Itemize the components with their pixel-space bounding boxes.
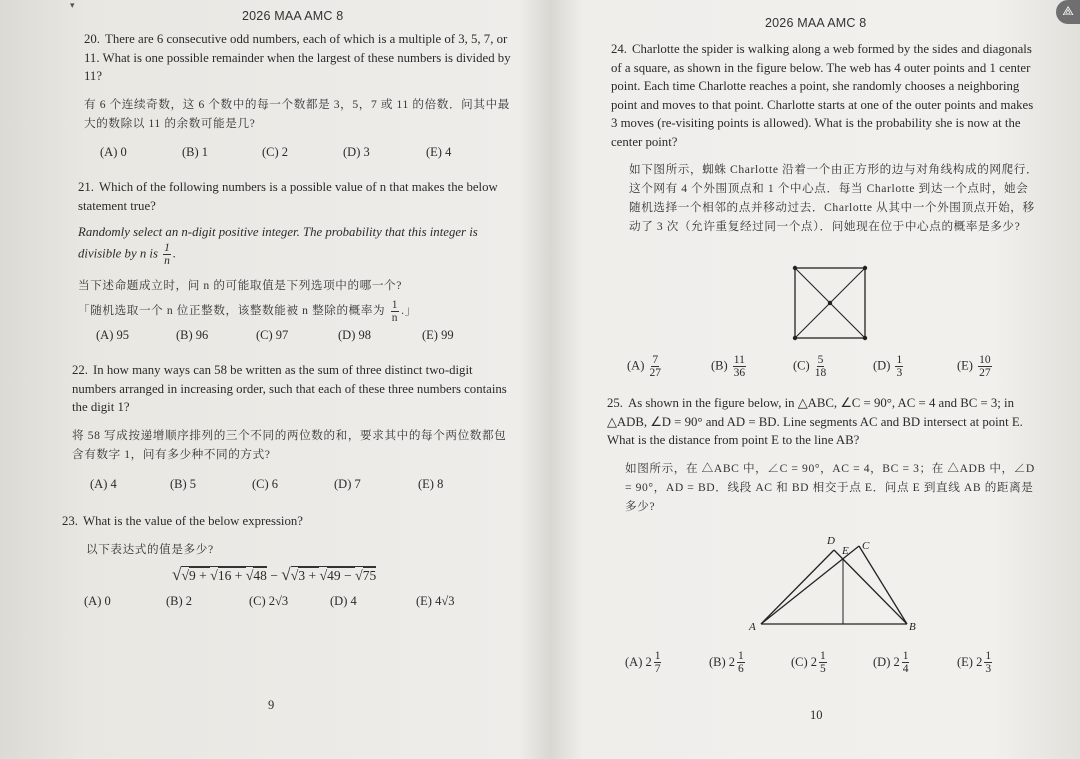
choice-d[interactable]: (D) 3	[343, 145, 370, 159]
label-d: D	[827, 535, 835, 547]
choice-d[interactable]: (D) $\frac{1}{3}$	[873, 354, 903, 379]
question-text-zh: 以下表达式的值是多少?	[86, 542, 214, 556]
choice-e[interactable]: (E) $\frac{10}{27}$	[957, 354, 991, 379]
question-number: 23.	[62, 514, 78, 528]
page-number: 9	[268, 698, 275, 712]
question-text-zh: 将 58 写成按递增顺序排列的三个不同的两位数的和，要求其中的每个两位数都包含有数字 1，问有多少种不同的方式?	[72, 428, 507, 461]
mark: ▾	[70, 0, 75, 10]
question-number: 20.	[84, 32, 100, 46]
outer-point	[793, 336, 797, 340]
question-text: There are 6 consecutive odd numbers, each of which is a multiple of 3, 5, 7, or 11. What is one possible remainder when the largest of these numbers is divided by 11?	[84, 32, 511, 83]
choice-a[interactable]: (A) $\frac{7}{27}$	[627, 354, 661, 379]
translate-icon[interactable]: ⟁	[1056, 0, 1080, 24]
question-number: 22.	[72, 363, 88, 377]
choice-d[interactable]: (D) 2 $\frac{1}{4}$	[873, 650, 909, 675]
choices-24	[627, 354, 1047, 384]
question-23	[62, 512, 502, 559]
choice-c[interactable]: (C) $\frac{5}{18}$	[793, 354, 827, 379]
expression: √√9 + √16 + √48 − √√3 + √49 − √75	[172, 565, 377, 584]
question-text: Which of the following numbers is a possible value of n that makes the below statement true?	[78, 180, 498, 213]
choice-a[interactable]: (A) 2 $\frac{1}{7}$	[625, 650, 661, 675]
segment-bc	[859, 546, 907, 624]
question-text-zh: 如图所示，在 △ABC 中，∠C = 90°，AC = 4，BC = 3；在 △ADB 中，∠D = 90°，AD = BD．线段 AC 和 BD 相交于点 E．问点 E 到直线 AB 的距离是多少?	[625, 461, 1035, 513]
outer-point	[793, 266, 797, 270]
outer-point	[863, 336, 867, 340]
choice-b[interactable]: (B) 1	[182, 145, 209, 159]
square-web-figure	[791, 264, 869, 342]
segment-bd	[834, 550, 907, 624]
label-c: C	[862, 540, 870, 552]
question-text: In how many ways can 58 be written as the sum of three distinct two-digit numbers arranged in increasing order, such that each of these three numbers contains the digit 1?	[72, 363, 507, 414]
question-22	[72, 361, 508, 464]
choice-b[interactable]: (B) 2 $\frac{1}{6}$	[709, 650, 744, 675]
fraction: $\frac{1}{n}$	[391, 298, 399, 324]
choice-d[interactable]: (D) 4	[330, 594, 357, 608]
question-number: 25.	[607, 396, 623, 410]
choice-b[interactable]: (B) 2	[166, 594, 193, 608]
label-b: B	[909, 621, 916, 633]
choice-a[interactable]: (A) 0	[100, 145, 127, 159]
choice-d[interactable]: (D) 98	[338, 328, 371, 342]
choice-c[interactable]: (C) 2 $\frac{1}{5}$	[791, 650, 826, 675]
segment-ad	[761, 550, 834, 624]
choices-25	[625, 650, 1045, 680]
question-24	[611, 40, 1039, 236]
question-20	[84, 30, 512, 133]
question-number: 24.	[611, 42, 627, 56]
fraction: $\frac{1}{n}$	[164, 241, 170, 267]
page-number: 10	[810, 708, 823, 722]
question-text: What is the value of the below expression?	[83, 514, 303, 528]
question-text-zh: 有 6 个连续奇数，这 6 个数中的每一个数都是 3，5，7 或 11 的倍数．问其中最大的数除以 11 的余数可能是几?	[84, 97, 510, 130]
label-e: E	[842, 545, 849, 557]
question-text-zh: 当下述命题成立时，问 n 的可能取值是下列选项中的哪一个?	[78, 278, 402, 292]
center-point	[828, 301, 832, 305]
page-header: 2026 MAA AMC 8	[242, 9, 344, 23]
choice-e[interactable]: (E) 2 $\frac{1}{3}$	[957, 650, 992, 675]
choice-b[interactable]: (B) 96	[176, 328, 209, 342]
choice-b[interactable]: (B) 5	[170, 477, 197, 491]
choice-c[interactable]: (C) 6	[252, 477, 279, 491]
choice-d[interactable]: (D) 7	[334, 477, 361, 491]
statement-italic: Randomly select an n-digit positive integer. The probability that this integer is divisible by n is $\frac{1}{n}$ .	[78, 225, 478, 267]
segment-ac	[761, 546, 859, 624]
choice-e[interactable]: (E) 4	[426, 145, 452, 159]
question-text: As shown in the figure below, in △ABC, ∠C = 90°, AC = 4 and BC = 3; in △ADB, ∠D = 90° and AD = BD. Line segments AC and BD intersect at point E. What is the distance from point E to the line AB?	[607, 396, 1023, 447]
question-text-zh: 如下图所示，蜘蛛 Charlotte 沿着一个由正方形的边与对角线构成的网爬行．这个网有 4 个外围顶点和 1 个中心点．每当 Charlotte 到达一个点时，她会随机选择一个相邻的点并移动过去．Charlotte 从其中一个外围顶点开始，移动了 3 次（允许重复经过同一个点）．问她现在位于中心点的概率是多少?	[629, 163, 1039, 233]
question-21	[78, 178, 510, 324]
choice-b[interactable]: (B) $\frac{11}{36}$	[711, 354, 746, 379]
question-number: 21.	[78, 180, 94, 194]
choice-e[interactable]: (E) 8	[418, 477, 444, 491]
choice-e[interactable]: (E) 4√3	[416, 594, 455, 608]
outer-point	[863, 266, 867, 270]
choice-c[interactable]: (C) 97	[256, 328, 289, 342]
question-text: Charlotte the spider is walking along a web formed by the sides and diagonals of a square, as shown in the figure below. The web has 4 outer points and 1 center point. Each time Charlotte reaches a point, she randomly chooses a neighboring point and moves to that point. Charlotte starts at one of the outer points and makes 3 moves (re-visiting points is allowed). What is the probability she is now at the center point?	[611, 42, 1034, 149]
choice-a[interactable]: (A) 0	[84, 594, 111, 608]
triangle-figure	[741, 532, 921, 636]
choice-a[interactable]: (A) 4	[90, 477, 117, 491]
page-10	[545, 0, 1080, 759]
question-25	[607, 394, 1039, 516]
choice-a[interactable]: (A) 95	[96, 328, 129, 342]
page-header: 2026 MAA AMC 8	[765, 16, 867, 30]
choice-c[interactable]: (C) 2√3	[249, 594, 289, 608]
choice-c[interactable]: (C) 2	[262, 145, 289, 159]
label-a: A	[749, 621, 756, 633]
statement-zh: 「随机选取一个 n 位正整数，该整数能被 n 整除的概率为 $\frac{1}{n}$ .」	[78, 298, 417, 324]
choice-e[interactable]: (E) 99	[422, 328, 454, 342]
